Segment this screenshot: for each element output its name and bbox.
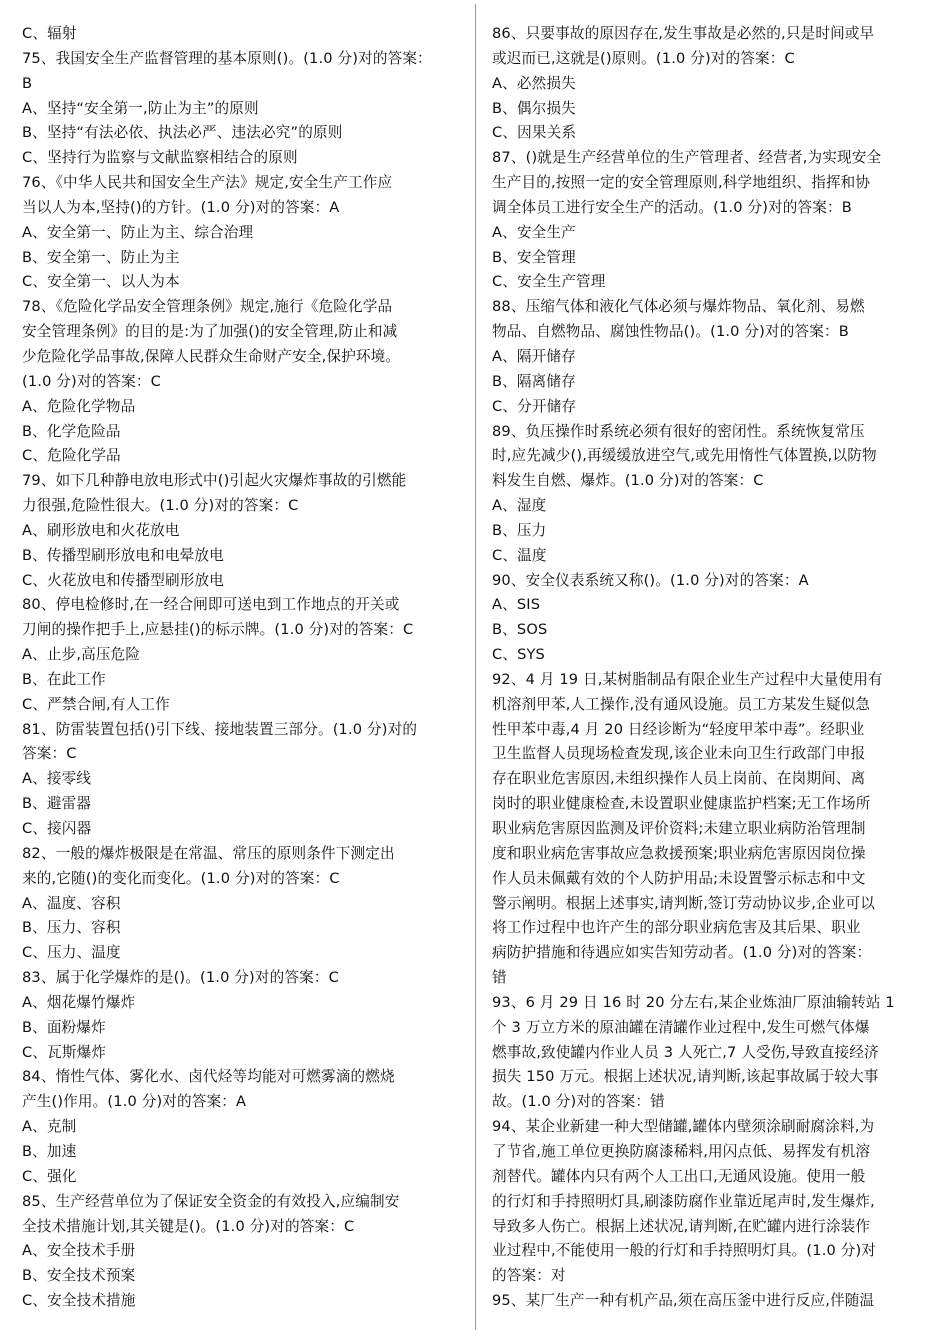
left-text-line: 85、生产经营单位为了保证安全资金的有效投入,应编制安 [22,1192,400,1210]
right-text-line: 或迟而已,这就是()原则。(1.0 分)对的答案：C [492,49,795,67]
right-text-line: 度和职业病危害事故应急救援预案;职业病危害原因岗位操 [492,844,866,862]
right-text-line: 时,应先减少(),再缓缓放进空气,或先用惰性气体置换,以防物 [492,447,877,465]
right-text-line: C、分开储存 [492,397,577,415]
right-text-line: 业过程中,不能使用一般的行灯和手持照明灯具。(1.0 分)对 [492,1242,877,1260]
left-text-line: A、止步,高压危险 [22,646,141,664]
right-text-line: 89、负压操作时系统必须有很好的密闭性。系统恢复常压 [492,422,865,440]
left-text-line: B、面粉爆炸 [22,1018,106,1036]
left-text-line: A、坚持“安全第一,防止为主”的原则 [22,99,259,117]
left-text-line: C、坚持行为监察与文献监察相结合的原则 [22,149,298,167]
right-text-line: A、必然损失 [492,74,576,92]
left-text-line: B、压力、容积 [22,919,121,937]
left-text-line: B、安全技术预案 [22,1267,136,1285]
right-text-line: B、隔离储存 [492,372,576,390]
left-text-line: C、压力、温度 [22,944,121,962]
left-text-line: C、接闪器 [22,820,92,837]
right-text-line: 的答案：对 [492,1267,566,1285]
right-text-line: B、偶尔损失 [492,99,576,117]
right-text-line: 的行灯和手持照明灯具,刷漆防腐作业靠近尾声时,发生爆炸, [492,1192,875,1210]
right-text-line: 生产目的,按照一定的安全管理原则,科学地组织、指挥和协 [492,174,871,192]
left-text-line: B、在此工作 [22,670,106,688]
left-text-line: 84、惰性气体、雾化水、卤代烃等均能对可燃雾滴的燃烧 [22,1068,395,1086]
right-text-line: C、安全生产管理 [492,273,606,291]
right-text-line: 料发生自燃、爆炸。(1.0 分)对的答案：C [492,472,764,490]
left-text-line: C、危险化学品 [22,447,121,465]
right-text-line: 警示阐明。根据上述事实,请判断,签订劳动协议步,企业可以 [492,894,875,912]
left-text-line: C、安全技术措施 [22,1292,136,1310]
left-text-line: 76、《中华人民共和国安全生产法》规定,安全生产工作应 [22,174,393,192]
left-text-line: 75、我国安全生产监督管理的基本原则()。(1.0 分)对的答案： [22,49,432,67]
right-column [492,22,928,1314]
right-text-line: 存在职业危害原因,未组织操作人员上岗前、在岗期间、离 [492,770,866,788]
left-text-line: A、安全第一、防止为主、综合治理 [22,223,254,241]
right-text-line: C、因果关系 [492,124,577,142]
left-text-line: C、辐射 [22,25,77,42]
left-text-line: 答案：C [22,745,77,763]
right-text-line: 94、某企业新建一种大型储罐,罐体内壁须涂刷耐腐涂料,为 [492,1118,875,1136]
left-text-line: 力很强,危险性很大。(1.0 分)对的答案：C [22,497,299,515]
left-text-line: A、接零线 [22,770,92,788]
left-text-line: A、克制 [22,1118,77,1136]
left-text-line: A、烟花爆竹爆炸 [22,993,136,1011]
right-text-line: 86、只要事故的原因存在,发生事故是必然的,只是时间或早 [492,25,875,42]
left-text-line: 83、属于化学爆炸的是()。(1.0 分)对的答案：C [22,969,339,987]
column-divider [475,4,476,1330]
left-text-line: 79、如下几种静电放电形式中()引起火灾爆炸事故的引燃能 [22,472,407,490]
right-text-line: B、SOS [492,621,548,639]
right-text-line: A、SIS [492,596,541,614]
left-text-line: 81、防雷装置包括()引下线、接地装置三部分。(1.0 分)对的 [22,720,418,738]
right-text-line: 88、压缩气体和液化气体必须与爆炸物品、氧化剂、易燃 [492,298,865,316]
left-text-line: 刀闸的操作把手上,应悬挂()的标示牌。(1.0 分)对的答案：C [22,621,414,639]
left-text-line: C、安全第一、以人为本 [22,273,180,291]
left-text-line: 产生()作用。(1.0 分)对的答案：A [22,1093,247,1111]
right-text-line: 故。(1.0 分)对的答案：错 [492,1093,665,1111]
left-text-line: C、严禁合闸,有人工作 [22,695,170,713]
left-text-line: C、强化 [22,1167,77,1185]
right-text-line: 90、安全仪表系统又称()。(1.0 分)对的答案：A [492,571,809,589]
right-text-line: 作人员未佩戴有效的个人防护用品;未设置警示标志和中文 [492,869,866,887]
right-text-line: 错 [492,969,507,987]
right-text-line: C、温度 [492,546,547,564]
left-text-line: 80、停电检修时,在一经合闸即可送电到工作地点的开关或 [22,596,400,614]
right-text-line: 调全体员工进行安全生产的活动。(1.0 分)对的答案：B [492,198,852,216]
right-text-line: 将工作过程中也许产生的部分职业病危害及其后果、职业 [492,919,861,937]
left-text-line: 来的,它随()的变化而变化。(1.0 分)对的答案：C [22,869,340,887]
right-text-line: 岗时的职业健康检查,未设置职业健康监护档案;无工作场所 [492,795,871,813]
left-text-line: B、安全第一、防止为主 [22,248,180,266]
right-text-line: 卫生监督人员现场检查发现,该企业未向卫生行政部门申报 [492,745,866,763]
left-text-line: B、化学危险品 [22,422,121,440]
left-column [22,22,458,1314]
right-text-line: A、隔开储存 [492,347,576,365]
right-text-line: B、安全管理 [492,248,576,266]
right-text-line: 性甲苯中毒,4 月 20 日经诊断为“轻度甲苯中毒”。经职业 [492,720,865,738]
left-text-line: B、加速 [22,1142,77,1160]
right-text-line: 病防护措施和待遇应如实告知劳动者。(1.0 分)对的答案： [492,944,872,962]
right-text-line: 职业病危害原因监测及评价资料;未建立职业病防治管理制 [492,820,866,837]
left-text-line: 安全管理条例》的目的是:为了加强()的安全管理,防止和减 [22,323,398,341]
left-text-line: A、安全技术手册 [22,1242,136,1260]
right-text-line: 燃事故,致使罐内作业人员 3 人死亡,7 人受伤,导致直接经济 [492,1043,879,1061]
left-text-line: B、传播型刷形放电和电晕放电 [22,546,224,564]
right-text-line: 93、6 月 29 日 16 时 20 分左右,某企业炼油厂原油输转站 1 [492,993,895,1011]
left-text-line: 少危险化学品事故,保障人民群众生命财产安全,保护环境。 [22,347,401,365]
right-text-line: 个 3 万立方米的原油罐在清罐作业过程中,发生可燃气体爆 [492,1018,870,1036]
right-text-line: 了节省,施工单位更换防腐漆稀料,用闪点低、易挥发有机溶 [492,1142,871,1160]
left-text-line: C、火花放电和传播型刷形放电 [22,571,225,589]
left-text-line: 78、《危险化学品安全管理条例》规定,施行《危险化学品 [22,298,393,316]
left-text-line: A、刷形放电和火花放电 [22,521,180,539]
right-text-line: A、安全生产 [492,223,576,241]
left-text-line: 当以人为本,坚持()的方针。(1.0 分)对的答案：A [22,198,340,216]
left-text-line: B、坚持“有法必依、执法必严、违法必究”的原则 [22,124,343,142]
right-text-line: 机溶剂甲苯,人工操作,没有通风设施。员工方某发生疑似急 [492,695,871,713]
left-text-line: 全技术措施计划,其关键是()。(1.0 分)对的答案：C [22,1217,355,1235]
right-text-line: 92、4 月 19 日,某树脂制品有限企业生产过程中大量使用有 [492,670,883,688]
right-text-line: 剂替代。罐体内只有两个人工出口,无通风设施。使用一般 [492,1167,866,1185]
left-text-line: B、避雷器 [22,795,92,813]
left-text-line: C、瓦斯爆炸 [22,1043,107,1061]
right-text-line: 物品、自燃物品、腐蚀性物品()。(1.0 分)对的答案：B [492,323,849,341]
right-text-line: B、压力 [492,521,547,539]
right-text-line: C、SYS [492,646,545,664]
left-text-line: A、危险化学物品 [22,397,136,415]
right-text-line: A、湿度 [492,497,547,515]
right-text-line: 87、()就是生产经营单位的生产管理者、经营者,为实现安全 [492,149,882,167]
right-text-line: 损失 150 万元。根据上述状况,请判断,该起事故属于较大事 [492,1068,879,1086]
left-text-line: A、温度、容积 [22,894,121,912]
left-text-line: 82、一般的爆炸极限是在常温、常压的原则条件下测定出 [22,844,395,862]
right-text-line: 导致多人伤亡。根据上述状况,请判断,在贮罐内进行涂装作 [492,1217,871,1235]
left-text-line: B [22,74,33,92]
left-text-line: (1.0 分)对的答案：C [22,372,161,390]
right-text-line: 95、某厂生产一种有机产品,须在高压釜中进行反应,伴随温 [492,1292,875,1310]
